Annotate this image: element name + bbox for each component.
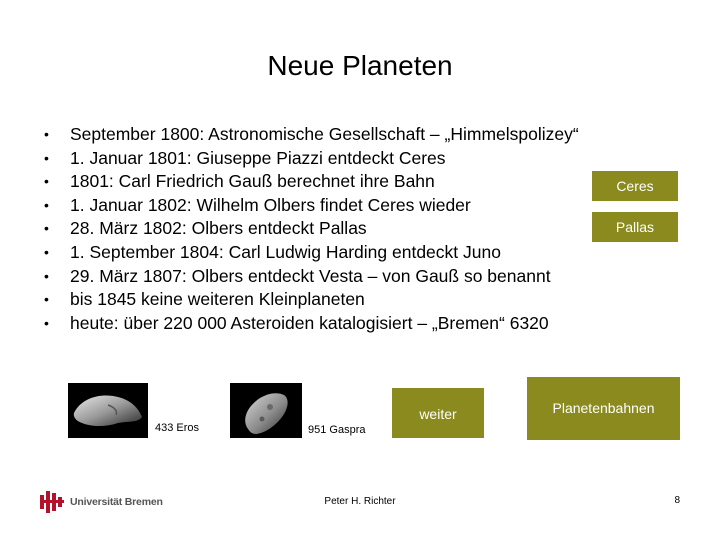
bullet-text: 29. März 1807: Olbers entdeckt Vesta – von Gauß so benannt <box>70 265 551 286</box>
university-logo-icon <box>40 491 66 513</box>
ceres-button[interactable]: Ceres <box>592 171 678 201</box>
bullet-dot: • <box>44 149 49 166</box>
pallas-button[interactable]: Pallas <box>592 212 678 242</box>
bullet-dot: • <box>44 173 49 190</box>
university-logo <box>40 490 163 514</box>
slide-title: Neue Planeten <box>267 50 453 81</box>
eros-caption: 433 Eros <box>155 422 200 434</box>
page-number: 8 <box>674 495 680 506</box>
list-item <box>42 241 682 265</box>
bullet-text: 1. September 1804: Carl Ludwig Harding entdeckt Juno <box>70 241 501 262</box>
planetenbahnen-button[interactable]: Planetenbahnen <box>527 377 680 440</box>
author-name: Peter H. Richter <box>324 496 396 507</box>
list-item <box>42 312 682 336</box>
list-item <box>42 123 682 147</box>
bullet-dot: • <box>44 314 49 331</box>
bullet-dot: • <box>44 126 49 142</box>
list-item <box>42 194 682 218</box>
bullet-dot: • <box>44 220 49 237</box>
bullet-dot: • <box>44 196 49 213</box>
weiter-button[interactable]: weiter <box>392 388 484 438</box>
bullet-dot: • <box>44 243 49 260</box>
list-item <box>42 288 682 312</box>
bullet-text: bis 1845 keine weiteren Kleinplaneten <box>70 289 365 310</box>
list-item <box>42 217 682 241</box>
bullet-list <box>42 123 682 335</box>
gaspra-image <box>230 383 302 438</box>
bullet-text: heute: über 220 000 Asteroiden katalogisiert – „Bremen“ 6320 <box>70 312 549 333</box>
list-item <box>42 147 682 171</box>
list-item <box>42 265 682 289</box>
list-item <box>42 170 682 194</box>
bullet-text: 1. Januar 1802: Wilhelm Olbers findet Ceres wieder <box>70 194 471 215</box>
bullet-text: 1. Januar 1801: Giuseppe Piazzi entdeckt Ceres <box>70 147 446 168</box>
bullet-text: 1801: Carl Friedrich Gauß berechnet ihre Bahn <box>70 171 435 192</box>
bullet-dot: • <box>44 291 49 308</box>
gaspra-caption: 951 Gaspra <box>308 424 366 436</box>
university-logo-text: Universität Bremen <box>70 496 163 508</box>
bullet-dot: • <box>44 267 49 284</box>
bullet-text: 28. März 1802: Olbers entdeckt Pallas <box>70 218 367 239</box>
bullet-text: September 1800: Astronomische Gesellschaft – „Himmelspolizey“ <box>70 124 579 144</box>
eros-image <box>68 383 148 438</box>
